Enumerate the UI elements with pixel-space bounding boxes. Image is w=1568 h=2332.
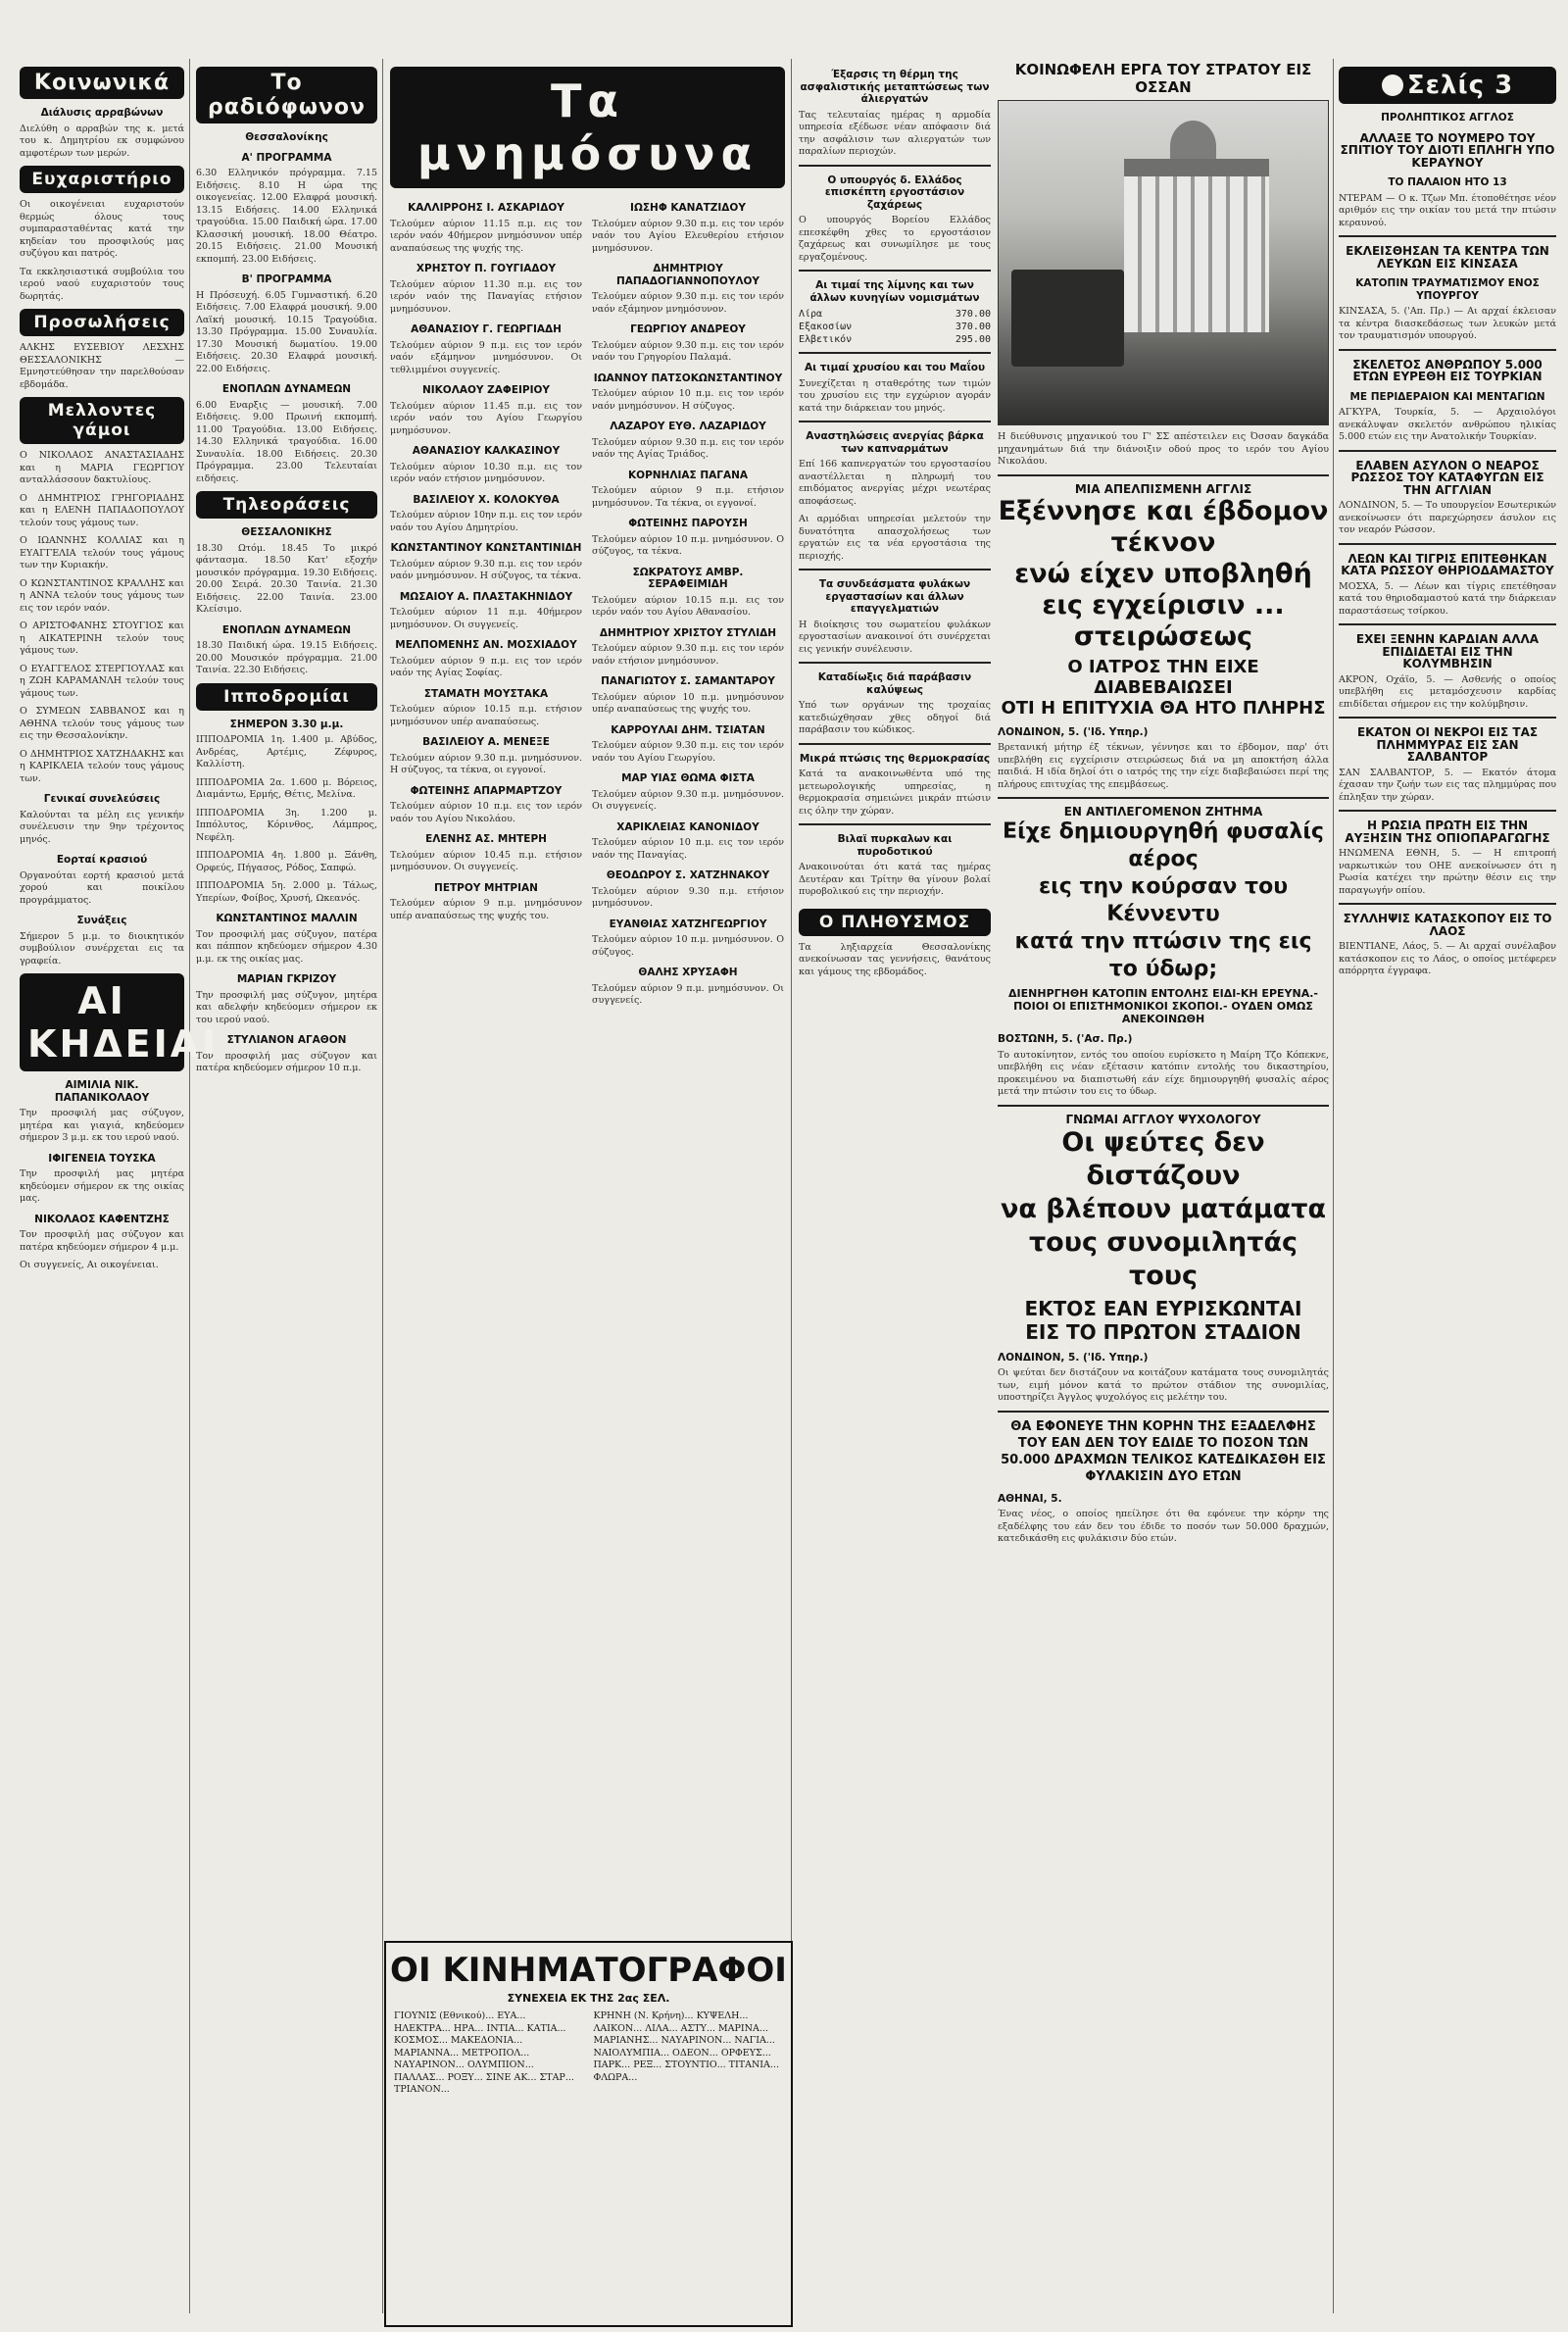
body-text: Σήμερον 5 μ.μ. το διοικητικόν συμβούλιον συνέρχεται εις τα γραφεία. — [20, 930, 184, 967]
tv-forces-subhead: ΕΝΟΠΛΩΝ ΔΥΝΑΜΕΩΝ — [221, 623, 352, 636]
story-subheadline: ΔΙΕΝΗΡΓΗΘΗ ΚΑΤΟΠΙΝ ΕΝΤΟΛΗΣ ΕΙΔΙ-ΚΗ ΕΡΕΥΝΑ.- ΠΟΙΟΙ ΟΙ ΕΠΙΣΤΗΜΟΝΙΚΟΙ ΣΚΟΠΟΙ.- ΟΥΔΕΝ ΟΜΩΣ ΑΝΕΚΟΙΝΩΘΗ — [1008, 987, 1318, 1025]
memorial-text: Τελούμεν αύριον 9.30 π.μ. μνημόσυνον. Οι συγγενείς. — [592, 788, 784, 812]
body-text: Οι συγγενείς, Αι οικογένειαι. — [20, 1260, 159, 1270]
story-text: Βρετανική μήτηρ έξ τέκνων, γέννησε και το έβδομον, παρ' ότι υπεβλήθη εις εγχείρισιν στειρώσεως διά να μη αποκτήση άλλα παιδιά. Η ιδία δηλοί ότι ο ιατρός της την είχε διαβεβαιώσει περί της πλήρους επιτυχίας της επεμβάσεως. — [998, 742, 1329, 790]
body-text: Τον προσφιλή μας σύζυγον, πατέρα και πάππον κηδεύομεν σήμερον 4.30 μ.μ. εκ της οικίας μας. — [196, 928, 377, 965]
memorial-text: Τελούμεν αύριον 10.15 π.μ. ετήσιον μνημόσυνον υπέρ αναπαύσεως. — [390, 704, 582, 727]
news-text: ΛΟΝΔΙΝΟΝ, 5. — Το υπουργείον Εσωτερικών ανεκοίνωσεν ότι παρεχώρησεν άσυλον εις τον νεαρόν Ρώσσον. — [1339, 500, 1556, 535]
news-text: ΒΙΕΝΤΙΑΝΕ, Λάος, 5. — Αι αρχαί συνέλαβον κατάσκοπον εις το Λάος, ο οποίος μετέφερεν απόρρητα έγγραφα. — [1339, 941, 1556, 976]
body-text: Οι οικογένειαι ευχαριστούν θερμώς όλους τους συμπαρασταθέντας κατά την κηδείαν του προσφιλούς μας συζύγου και πατρός. — [20, 199, 184, 259]
memorial-text: Τελούμεν αύριον 10ην π.μ. εις τον ιερόν ναόν του Αγίου Δημητρίου. — [390, 510, 582, 533]
memorial-name: ΠΕΤΡΟΥ ΜΗΤΡΙΑΝ — [434, 881, 538, 894]
story-headline: ΘΑ ΕΦΟΝΕΥΕ ΤΗΝ ΚΟΡΗΝ ΤΗΣ ΕΞΑΔΕΛΦΗΣ ΤΟΥ ΕΑΝ ΔΕΝ ΤΟΥ ΕΔΙΔΕ ΤΟ ΠΟΣΟΝ ΤΩΝ 50.000 ΔΡΑΧΜΩΝ ΤΕΛΙΚΟΣ ΚΑΤΕΔΙΚΑΣΘΗ ΕΙΣ ΦΥΛΑΚΙΣΙΝ ΔΥΟ ΕΤΩΝ — [1001, 1418, 1326, 1484]
news-headline: Έξαρσις τη θέρμη της ασφαλιστικής μεταπτώσεως των άλιεργατών — [800, 69, 990, 105]
body-text: Ο ΚΩΝΣΤΑΝΤΙΝΟΣ ΚΡΑΛΛΗΣ και η ΑΝΝΑ τελούν τους γάμους των εις τον ιερόν ναόν. — [20, 577, 184, 614]
memorial-name: ΔΗΜΗΤΡΙΟΥ ΠΑΠΑΔΟΓΙΑΝΝΟΠΟΥΛΟΥ — [615, 263, 760, 287]
body-text: Την προσφιλή μας μητέρα κηδεύομεν σήμερον εκ της οικίας μας. — [20, 1168, 184, 1204]
news-text: Ανακοινούται ότι κατά τας ημέρας Δευτέραν και Τρίτην θα γίνουν βολαί πυροβολικού εις την περιοχήν. — [799, 862, 991, 897]
body-text: Την προσφιλή μας σύζυγον, μητέρα και γιαγιά, κηδεύομεν σήμερον 3 μ.μ. εκ του ιερού ναού. — [20, 1108, 184, 1143]
memorial-text: Τελούμεν αύριον 11.30 π.μ. εις τον ιερόν ναόν της Παναγίας ετήσιον μνημόσυνον. — [390, 278, 582, 315]
memorial-name: ΒΑΣΙΛΕΙΟΥ Χ. ΚΟΛΟΚΥΘΑ — [413, 493, 560, 506]
column-foreign-news — [1339, 61, 1556, 984]
memorial-name: ΧΑΡΙΚΛΕΙΑΣ ΚΑΝΟΝΙΔΟΥ — [616, 820, 760, 833]
memorial-name: ΚΟΡΝΗΛΙΑΣ ΠΑΓΑΝΑ — [628, 469, 748, 481]
section-rule — [1339, 810, 1556, 812]
body-text: Τον προσφιλή μας σύζυγον και πατέρα κηδεύομεν σήμερον 4 μ.μ. — [20, 1229, 184, 1253]
memorial-text: Τελούμεν αύριον 11.15 π.μ. εις τον ιερόν ναόν 40ήμερον μνημόσυνον υπέρ αναπαύσεως της ψυχής της. — [390, 218, 582, 254]
army-works-photo — [998, 100, 1329, 425]
section-rule — [799, 352, 991, 354]
news-text: ΚΙΝΣΑΣΑ, 5. ('Απ. Πρ.) — Αι αρχαί έκλεισαν τα κέντρα διασκεδάσεως των λευκών μετά τον τραυματισμόν υπουργού. — [1339, 306, 1557, 341]
deceased-name: ΚΩΝΣΤΑΝΤΙΝΟΣ ΜΑΛΛΙΝ — [216, 913, 358, 924]
column-divider — [382, 59, 383, 2313]
race-text: ΙΠΠΟΔΡΟΜΙΑ 3η. 1.200 μ. Ιππόλυτος, Κόρινθος, Λάμπρος, Νεφέλη. — [196, 807, 377, 843]
section-rule — [799, 421, 991, 422]
deceased-name: ΑΙΜΙΛΙΑ ΝΙΚ. ΠΑΠΑΝΙΚΟΛΑΟΥ — [54, 1079, 150, 1104]
dateline: ΛΟΝΔΙΝΟΝ, 5. ('Ιδ. Υπηρ.) — [998, 725, 1149, 738]
memorial-text: Τελούμεν αύριον 10 π.μ. εις τον ιερόν ναόν του Αγίου Νικολάου. — [390, 801, 582, 824]
body-text: Ο ΣΥΜΕΩΝ ΣΑΒΒΑΝΟΣ και η ΑΘΗΝΑ τελούν τους γάμους των εις την Θεσσαλονίκην. — [20, 706, 184, 741]
tv-subhead: ΘΕΣΣΑΛΟΝΙΚΗΣ — [241, 526, 332, 538]
body-text: Οργανούται εορτή κρασιού μετά χορού και ποικίλου προγράμματος. — [20, 869, 184, 906]
story-headline: εις εγχείρισιν ... στειρώσεως — [1042, 589, 1285, 652]
news-headline: Μικρά πτώσις της θερμοκρασίας — [799, 752, 991, 765]
memorial-text: Τελούμεν αύριον 10 π.μ. εις τον ιερόν ναόν της Παναγίας. — [592, 837, 784, 861]
column-divider — [1333, 59, 1334, 2313]
news-text: Συνεχίζεται η σταθερότης των τιμών του χρυσίου εις την εγχώριον αγοράν κατά την διάρκειαν του μηνός. — [799, 377, 991, 414]
news-headline: Η ΡΩΣΙΑ ΠΡΩΤΗ ΕΙΣ ΤΗΝ ΑΥΞΗΣΙΝ ΤΗΣ ΟΠΙΟΠΑΡΑΓΩΓΗΣ — [1345, 819, 1550, 845]
news-text: Ο υπουργός Βορείου Ελλάδος επεσκέφθη χθες το εργοστάσιον ζαχάρεως και συνωμίλησε με τους εργαζομένους. — [799, 215, 991, 263]
social-banner: Κοινωνικά — [20, 67, 184, 99]
news-text: Τα ληξιαρχεία Θεσσαλονίκης ανεκοίνωσαν τας γεννήσεις, θανάτους και γάμους της εβδομάδος. — [799, 941, 991, 977]
gatherings-heading: Συνάξεις — [76, 915, 127, 926]
section-rule — [1339, 235, 1556, 237]
news-headline: Τα συνδεάσματα φυλάκων εργαστασίων και άλλων επαγγελματιών — [818, 578, 971, 615]
population-banner: Ο ΠΛΗΘΥΣΜΟΣ — [799, 909, 991, 936]
news-headline: Ο υπουργός δ. Ελλάδος επισκέπτη εργοστάσιον ζαχάρεως — [824, 174, 965, 211]
deceased-name: ΣΤΥΛΙΑΝΟΝ ΑΓΑΘΟΝ — [226, 1034, 347, 1046]
body-text: Τον προσφιλή μας σύζυγον και πατέρα κηδεύομεν σήμερον 10 π.μ. — [196, 1050, 377, 1073]
body-text: Ο ΑΡΙΣΤΟΦΑΝΗΣ ΣΤΟΥΓΙΟΣ και η ΑΙΚΑΤΕΡΙΝΗ τελούν τους γάμους των. — [20, 620, 184, 656]
body-text: Ο ΝΙΚΟΛΑΟΣ ΑΝΑΣΤΑΣΙΑΔΗΣ και η ΜΑΡΙΑ ΓΕΩΡΓΙΟΥ ανταλλάσσουν δακτυλίους. — [20, 450, 184, 485]
story-headline: Είχε δημιουργηθή φυσαλίς αέρος — [1003, 819, 1324, 871]
memorial-name: ΣΤΑΜΑΤΗ ΜΟΥΣΤΑΚΑ — [423, 687, 549, 700]
radio-schedule: 6.30 Ελληνικόν πρόγραμμα. 7.15 Ειδήσεις. 8.10 Η ώρα της οικογενείας. 12.00 Ελαφρά μουσική. 13.15 Ειδήσεις. 14.00 Ελληνικά τραγούδια. 15.00 Παιδική ώρα. 17.00 Κλασσική μουσική. 18.00 Θέατρο. 20.15 Ειδήσεις. 21.00 Μουσική εκπομπή. 23.00 Ειδήσεις. — [196, 168, 377, 265]
story-subheadline: ΕΚΤΟΣ ΕΑΝ ΕΥΡΙΣΚΩΝΤΑΙ — [1024, 1296, 1302, 1320]
news-headline: Βιλαϊ πυρκαλων και πυροδοτικού — [837, 833, 953, 858]
section-rule — [998, 474, 1329, 476]
story-subheadline: ΟΤΙ Η ΕΠΙΤΥΧΙΑ ΘΑ ΗΤΟ ΠΛΗΡΗΣ — [1001, 697, 1326, 719]
memorial-name: ΜΩΣΑΙΟΥ Α. ΠΛΑΣΤΑΚΗΝΙΔΟΥ — [399, 590, 573, 603]
news-text: ΜΟΣΧΑ, 5. — Λέων και τίγρις επετέθησαν κατά του θηριοδαμαστού κατά την διάρκειαν παραστάσεως τσίρκου. — [1339, 580, 1556, 617]
section-rule — [998, 1411, 1329, 1413]
memorial-name: ΕΛΕΝΗΣ ΑΣ. ΜΗΤΕΡΗ — [425, 833, 547, 845]
section-rule — [1339, 349, 1556, 351]
memorial-name: ΘΕΟΔΩΡΟΥ Σ. ΧΑΤΖΗΝΑΚΟΥ — [606, 869, 770, 881]
memorial-text: Τελούμεν αύριον 10.45 π.μ. ετήσιον μνημόσυνον. Οι συγγενείς. — [390, 849, 582, 872]
news-text: Επί 166 καπνεργατών του εργοστασίου αναστέλλεται η πληρωμή του επιδόματος ανεργίας μέχρι νεωτέρας αποφάσεως. — [799, 459, 991, 507]
memorial-name: ΔΗΜΗΤΡΙΟΥ ΧΡΙΣΤΟΥ ΣΤΥΛΙΔΗ — [599, 626, 777, 639]
race-text: ΙΠΠΟΔΡΟΜΙΑ 5η. 2.000 μ. Τάλως, Υπερίων, Φοίβος, Χρυσή, Ωκεανός. — [196, 880, 377, 904]
section-rule — [998, 797, 1329, 799]
price-row: Εξακοσίων 370.00 — [799, 322, 991, 332]
general-meetings-heading: Γενικαί συνελεύσεις — [43, 793, 161, 805]
news-headline: ΣΥΛΛΗΨΙΣ ΚΑΤΑΣΚΟΠΟΥ ΕΙΣ ΤΟ ΛΑΟΣ — [1343, 912, 1552, 938]
radio-banner: Το ραδιόφωνον — [196, 67, 377, 124]
dateline: ΒΟΣΤΩΝΗ, 5. ('Ασ. Πρ.) — [998, 1033, 1133, 1045]
thanks-banner: Ευχαριστήριο — [20, 166, 184, 193]
body-text: Την προσφιλή μας σύζυγον, μητέρα και αδελφήν κηδεύομεν σήμερον εκ του ιερού ναού. — [196, 989, 377, 1025]
memorials-subcolumn-left — [390, 194, 582, 1014]
section-rule — [1339, 903, 1556, 905]
story-headline: εις την κούρσαν του Κέννεντυ — [1038, 874, 1289, 926]
body-text: Καλούνται τα μέλη εις γενικήν συνέλευσιν την 9ην τρέχοντος μηνός. — [20, 809, 184, 845]
section-rule — [998, 1105, 1329, 1107]
body-text: ΑΛΚΗΣ ΕΥΣΕΒΙΟΥ ΛΕΣΧΗΣ ΘΕΣΣΑΛΟΝΙΚΗΣ — Εμνηστεύθησαν την παρελθούσαν εβδομάδα. — [20, 342, 184, 390]
memorial-name: ΠΑΝΑΓΙΩΤΟΥ Σ. ΣΑΜΑΝΤΑΡΟΥ — [601, 675, 775, 687]
memorial-name: ΦΩΤΕΙΝΗΣ ΑΠΑΡΜΑΡΤΖΟΥ — [410, 784, 563, 797]
photo-text: Η διεύθυνσις μηχανικού του Γ' ΣΣ απέστειλεν εις Όσσαν δαγκάδα μηχανημάτων διά την διάνοιξιν οδού προς το ιερόν του Αγίου Νικολάου. — [998, 431, 1329, 467]
memorial-text: Τελούμεν αύριον 10 π.μ. μνημόσυνον. Ο σύζυγος. — [592, 934, 784, 958]
story-subheadline: ΕΙΣ ΤΟ ΠΡΩΤΟΝ ΣΤΑΔΙΟΝ — [1025, 1319, 1301, 1344]
news-headline: ΑΛΛΑΞΕ ΤΟ ΝΟΥΜΕΡΟ ΤΟΥ ΣΠΙΤΙΟΥ ΤΟΥ ΔΙΟΤΙ ΕΠΛΗΓΗ ΥΠΟ ΚΕΡΑΥΝΟΥ — [1340, 130, 1555, 170]
news-text: Κατά τα ανακοινωθέντα υπό της μετεωρολογικής υπηρεσίας, η θερμοκρασία σημειώνει μικράν πτώσιν εις όλην την χώραν. — [799, 769, 991, 817]
body-text: Ο ΔΗΜΗΤΡΙΟΣ ΧΑΤΖΗΔΑΚΗΣ και η ΚΑΡΙΚΛΕΙΑ τελούν τους γάμους των. — [20, 748, 184, 784]
news-headline: Αι τιμαί της λίμνης και των άλλων κυνηγίων νομισμάτων — [809, 279, 980, 304]
story-text: Ένας νέος, ο οποίος ηπείλησε ότι θα εφόνευε την κόρην της εξαδέλφης του εάν δεν του έδιδε το ποσόν των 50.000 δραχμών, κατεδικάσθη εις φυλάκισιν δύο ετών. — [998, 1509, 1329, 1544]
column-social — [20, 61, 220, 1278]
story-headline: κατά την πτώσιν της εις το ύδωρ; — [1014, 929, 1312, 981]
memorial-text: Τελούμεν αύριον 10.30 π.μ. εις τον ιερόν ναόν ετήσιον μνημόσυνον. — [390, 461, 582, 484]
memorial-name: ΝΙΚΟΛΑΟΥ ΖΑΦΕΙΡΙΟΥ — [421, 384, 551, 396]
race-text: ΙΠΠΟΔΡΟΜΙΑ 4η. 1.800 μ. Ξάνθη, Ορφεύς, Πήγασος, Ρόδος, Σαπφώ. — [196, 850, 377, 873]
price-row: Λίρα 370.00 — [799, 309, 991, 320]
news-text: ΣΑΝ ΣΑΛΒΑΝΤΟΡ, 5. — Εκατόν άτομα έχασαν την ζωήν των εις τας πλημμύρας που έπληξαν την χώραν. — [1339, 767, 1556, 803]
memorials-banner: Τα μνημόσυνα — [390, 67, 785, 188]
body-text: Διελύθη ο αρραβών της κ. μετά του κ. Δημητρίου εκ συμφώνου αμφοτέρων των μερών. — [20, 123, 184, 159]
tv-schedule: 18.30 Παιδική ώρα. 19.15 Ειδήσεις. 20.00 Μουσικόν πρόγραμμα. 21.00 Ταινία. 22.30 Ειδήσεις. — [196, 640, 377, 675]
column-local-news — [799, 61, 991, 984]
memorials-subcolumn-right — [592, 194, 784, 1014]
memorial-name: ΦΩΤΕΙΝΗΣ ΠΑΡΟΥΣΗ — [628, 518, 748, 529]
photo-caption: ΚΟΙΝΩΦΕΛΗ ΕΡΓΑ ΤΟΥ ΣΤΡΑΤΟΥ ΕΙΣ ΟΣΣΑΝ — [1014, 61, 1312, 96]
memorial-name: ΙΩΣΗΦ ΚΑΝΑΤΖΙΔΟΥ — [630, 202, 746, 214]
deceased-name: ΙΦΙΓΕΝΕΙΑ ΤΟΥΣΚΑ — [48, 1152, 156, 1165]
wine-feast-heading: Εορταί κρασιού — [56, 854, 148, 866]
engagements-banner: Προσωλήσεις — [20, 309, 184, 336]
news-headline: ΕΧΕΙ ΞΕΝΗΝ ΚΑΡΔΙΑΝ ΑΛΛΑ ΕΠΙΔΙΔΕΤΑΙ ΕΙΣ ΤΗΝ ΚΟΛΥΜΒΗΣΙΝ — [1355, 632, 1540, 670]
price-row: Ελβετικόν 295.00 — [799, 334, 991, 345]
news-headline: ΕΛΑΒΕΝ ΑΣΥΛΟΝ Ο ΝΕΑΡΟΣ ΡΩΣΣΟΣ ΤΟΥ ΚΑΤΑΦΥΓΩΝ ΕΙΣ ΤΗΝ ΑΓΓΛΙΑΝ — [1350, 458, 1544, 497]
memorial-text: Τελούμεν αύριον 9.30 π.μ. εις τον ιερόν ναόν εξάμηνον μνημόσυνον. — [592, 291, 784, 315]
body-text: Ο ΔΗΜΗΤΡΙΟΣ ΓΡΗΓΟΡΙΑΔΗΣ και η ΕΛΕΝΗ ΠΑΠΑΔΟΠΟΥΛΟΥ τελούν τους γάμους των. — [20, 492, 184, 528]
section-rule — [1339, 717, 1556, 719]
news-text: Υπό των οργάνων της τροχαίας κατεδιώχθησαν χθες οδηγοί διά παράβασιν του κώδικος. — [799, 700, 991, 735]
story-text: Το αυτοκίνητον, εντός του οποίου ευρίσκετο η Μαίρη Τζο Κόπεκνε, υπεβλήθη εις νέαν εξέτασιν κατόπιν εντολής του δικαστηρίου, προκειμένου να διαπιστωθή εάν είχε δημιουργηθή φυσαλίς αέρος μετά την πτώσιν του εις το ύδωρ. — [998, 1049, 1329, 1097]
masthead-icon — [1382, 74, 1403, 96]
section-rule — [799, 270, 991, 272]
cinemas-list-left: ΓΙΟΥΝΙΣ (Εθνικού)... ΕΥΑ... ΗΛΕΚΤΡΑ... ΗΡΑ... ΙΝΤΙΑ... ΚΑΤΙΑ... ΚΟΣΜΟΣ... ΜΑΚΕΔΟΝΙΑ... ΜΑΡΙΑΝΝΑ... ΜΕΤΡΟΠΟΛ... ΝΑΥΑΡΙΝΟΝ... ΟΛΥΜΠΙΟΝ... ΠΑΛΛΑΣ... ΡΟΞΥ... ΣΙΝΕ ΑΚ... ΣΤΑΡ... ΤΡΙΑΝΟΝ... — [394, 2010, 574, 2095]
memorial-text: Τελούμεν αύριον 11.45 π.μ. εις τον ιερόν ναόν του Αγίου Γεωργίου μνημόσυνον. — [390, 400, 582, 436]
memorial-name: ΒΑΣΙΛΕΙΟΥ Α. ΜΕΝΕΞΕ — [422, 736, 550, 748]
news-headline: Αναστηλώσεις ανεργίας βάρκα των καπναρμάτων — [806, 430, 984, 455]
cinemas-list-right: ΚΡΗΝΗ (Ν. Κρήνη)... ΚΥΨΕΛΗ... ΛΑΙΚΟΝ... ΛΙΛΑ... ΑΣΤΥ... ΜΑΡΙΝΑ... ΜΑΡΙΑΝΗΣ... ΝΑΥΑΡΙΝΟΝ... ΝΑΓΙΑ... ΝΑΙΟΛΥΜΠΙΑ... ΟΔΕΟΝ... ΟΡΦΕΥΣ... ΠΑΡΚ... ΡΕΞ... ΣΤΟΥΝΤΙΟ... ΤΙΤΑΝΙΑ... ΦΛΩΡΑ... — [593, 2010, 779, 2083]
race-text: ΙΠΠΟΔΡΟΜΙΑ 2α. 1.600 μ. Βόρειος, Διαμάντω, Ερμής, Θέτις, Μελίνα. — [196, 776, 377, 800]
radio-schedule: Η Πρόσευχή. 6.05 Γυμναστική. 6.20 Ειδήσεις. 7.00 Ελαφρά μουσική. 9.00 Λαϊκή μουσική. 10.15 Τραγούδια. 13.30 Πρόγραμμα. 15.00 Συναυλία. 17.30 Μουσική δωματίου. 19.00 Ειδήσεις. 20.30 Ελαφρά μουσική. 22.00 Ειδήσεις. — [196, 289, 377, 374]
memorial-text: Τελούμεν αύριον 9.30 π.μ. εις τον ιερόν ναόν του Αγίου Ελευθερίου ετήσιον μνημόσυνον. — [592, 218, 784, 254]
program-a-heading: Α' ΠΡΟΓΡΑΜΜΑ — [241, 151, 332, 164]
memorial-name: ΑΘΑΝΑΣΙΟΥ Γ. ΓΕΩΡΓΙΑΔΗ — [411, 323, 562, 335]
memorial-name: ΣΩΚΡΑΤΟΥΣ ΑΜΒΡ. ΣΕΡΑΦΕΙΜΙΔΗ — [632, 566, 744, 590]
tv-banner: Τηλεοράσεις — [196, 491, 377, 519]
body-text: Ο ΕΥΑΓΓΕΛΟΣ ΣΤΕΡΓΙΟΥΛΑΣ και η ΖΩΗ ΚΑΡΑΜΑΝΛΗ τελούν τους γάμους των. — [20, 663, 184, 699]
memorial-text: Τελούμεν αύριον 9.30 π.μ. εις τον ιερόν ναόν του Γρηγορίου Παλαμά. — [592, 339, 784, 363]
memorial-text: Τελούμεν αύριον 9 π.μ. μνημόσυνον. Οι συγγενείς. — [592, 982, 784, 1006]
section-subhead: ΠΡΟΛΗΠΤΙΚΟΣ ΑΓΓΛΟΣ — [1381, 112, 1514, 124]
news-subheadline: ΤΟ ΠΑΛΑΙΟΝ ΗΤΟ 13 — [1388, 176, 1507, 188]
section-rule — [799, 662, 991, 664]
memorial-text: Τελούμεν αύριον 10 π.μ. μνημόσυνον. Ο σύζυγος, τα τέκνα. — [592, 533, 784, 557]
cinemas-title: ΟΙ ΚΙΝΗΜΑΤΟΓΡΑΦΟΙ — [390, 1951, 787, 1990]
memorial-text: Τελούμεν αύριον 9 π.μ. εις τον ιερόν ναόν της Αγίας Σοφίας. — [390, 655, 582, 678]
memorial-text: Τελούμεν αύριον 9 π.μ. ετήσιον μνημόσυνον. Τα τέκνα, οι εγγονοί. — [592, 485, 784, 509]
tv-schedule: 18.30 Ωτόμ. 18.45 Το μικρό φάντασμα. 18.50 Κατ' εξοχήν μουσικόν πρόγραμμα. 19.30 Ειδήσεις. 20.00 Σειρά. 20.30 Ταινία. 21.30 Ειδήσεις. 22.00 Ταινία. 23.00 Κλείσιμο. — [196, 542, 377, 615]
program-b-heading: Β' ΠΡΟΓΡΑΜΜΑ — [241, 273, 332, 285]
church-building-shape — [1124, 159, 1269, 331]
memorial-name: ΜΑΡ ΥΙΑΣ ΘΩΜΑ ΦΙΣΤΑ — [621, 772, 755, 784]
column-radio-tv — [196, 61, 377, 1081]
memorial-text: Τελούμεν αύριον 9.30 π.μ. εις τον ιερόν ναόν του Αγίου Γεωργίου. — [592, 740, 784, 764]
page-number-banner — [1339, 67, 1556, 104]
race-day: ΣΗΜΕΡΟΝ 3.30 μ.μ. — [229, 718, 344, 730]
dateline: ΑΘΗΝΑΙ, 5. — [998, 1492, 1062, 1505]
news-text: ΑΚΡΟΝ, Οχάϊο, 5. — Ασθενής ο οποίος υπεβλήθη εις μεταμόσχευσιν καρδίας επιδίδεται σήμερον εις την κολύμβησιν. — [1339, 673, 1556, 710]
memorial-name: ΚΑΛΛΙΡΡΟΗΣ Ι. ΑΣΚΑΡΙΔΟΥ — [408, 202, 564, 214]
radio-schedule: 6.00 Εναρξις — μουσική. 7.00 Ειδήσεις. 9.00 Πρωινή εκπομπή. 11.00 Τραγούδια. 13.00 Ειδήσεις. 14.30 Ελληνικά τραγούδια. 16.00 Συναυλία. 18.00 Ειδήσεις. 20.30 Πρόγραμμα. 23.00 Τελευταίαι ειδήσεις. — [196, 399, 377, 484]
memorial-name: ΚΩΝΣΤΑΝΤΙΝΟΥ ΚΩΝΣΤΑΝΤΙΝΙΔΗ — [390, 542, 582, 554]
news-subheadline: ΚΑΤΟΠΙΝ ΤΡΑΥΜΑΤΙΣΜΟΥ ΕΝΟΣ ΥΠΟΥΡΓΟΥ — [1355, 277, 1540, 302]
story-headline: Εξέννησε και έβδομον τέκνον — [998, 495, 1329, 558]
price-list — [799, 308, 991, 346]
memorial-text: Τελούμεν αύριον 10 π.μ. μνημόσυνον υπέρ αναπαύσεως της ψυχής του. — [592, 691, 784, 715]
memorial-text: Τελούμεν αύριον 9.30 π.μ. εις τον ιερόν ναόν μνημόσυνον. Η σύζυγος, τα τέκνα. — [390, 558, 582, 581]
section-rule — [799, 823, 991, 825]
memorial-name: ΜΕΛΠΟΜΕΝΗΣ ΑΝ. ΜΟΣΧΙΑΔΟΥ — [395, 639, 577, 651]
memorial-text: Τελούμεν αύριον 9.30 π.μ. εις τον ιερόν ναόν της Αγίας Τριάδος. — [592, 436, 784, 460]
deceased-name: ΝΙΚΟΛΑΟΣ ΚΑΦΕΝΤΖΗΣ — [34, 1213, 170, 1225]
news-text: ΝΤΕΡΑΜ — Ο κ. Τζων Μπ. έτοποθέτησε νέον αριθμόν εις την οικίαν του μετά την πτώσιν κεραυνού. — [1339, 192, 1556, 228]
memorial-name: ΕΥΑΝΘΙΑΣ ΧΑΤΖΗΓΕΩΡΓΙΟΥ — [609, 918, 767, 930]
news-text: Αι αρμόδιαι υπηρεσίαι μελετούν την δυνατότητα απασχολήσεως των εργατών εις τα νέα εργοστάσια της περιοχής. — [799, 514, 991, 562]
dateline: ΛΟΝΔΙΝΟΝ, 5. ('Ιδ. Υπηρ.) — [998, 1351, 1149, 1364]
horse-racing-banner: Ιπποδρομίαι — [196, 683, 377, 711]
column-main-stories — [998, 61, 1329, 1552]
forces-heading: ΕΝΟΠΛΩΝ ΔΥΝΑΜΕΩΝ — [221, 383, 352, 395]
cinemas-box — [384, 1941, 793, 2327]
section-rule — [799, 743, 991, 745]
memorial-text: Τελούμεν αύριον 9.30 π.μ. μνημόσυνον. Η σύζυγος, τα τέκνα, οι εγγονοί. — [390, 752, 582, 775]
cinemas-subtitle: ΣΥΝΕΧΕΙΑ ΕΚ ΤΗΣ 2ας ΣΕΛ. — [507, 1992, 670, 2005]
memorial-name: ΛΑΖΑΡΟΥ ΕΥΘ. ΛΑΖΑΡΙΔΟΥ — [610, 421, 766, 432]
news-headline: Αι τιμαί χρυσίου και του Μαΐου — [804, 362, 986, 373]
news-text: ΑΓΚΥΡΑ, Τουρκία, 5. — Αρχαιολόγοι ανεκάλυψαν σκελετόν ανθρώπου ηλικίας 5.000 ετών εις την Ανατολικήν Τουρκίαν. — [1339, 407, 1556, 442]
memorial-name: ΙΩΑΝΝΟΥ ΠΑΤΣΟΚΩΝΣΤΑΝΤΙΝΟΥ — [593, 372, 783, 384]
news-headline: ΕΚΛΕΙΣΘΗΣΑΝ ΤΑ ΚΕΝΤΡΑ ΤΩΝ ΛΕΥΚΩΝ ΕΙΣ ΚΙΝΣΑΣΑ — [1346, 244, 1549, 271]
race-text: ΙΠΠΟΔΡΟΜΙΑ 1η. 1.400 μ. Αβύδος, Ανδρέας, Αρτέμις, Ζέφυρος, Καλλίστη. — [196, 734, 377, 769]
memorial-name: ΓΕΩΡΓΙΟΥ ΑΝΔΡΕΟΥ — [630, 323, 746, 335]
story-headline: Οι ψεύτες δεν διστάζουν — [1061, 1126, 1265, 1191]
funerals-banner: ΑΙ ΚΗΔΕΙΑΙ — [20, 973, 184, 1071]
future-weddings-banner: Μελλοντες γάμοι — [20, 397, 184, 444]
body-text: Τα εκκλησιαστικά συμβούλια του ιερού ναού ευχαριστούν τους δωρητάς. — [20, 266, 184, 302]
memorial-text: Τελούμεν αύριον 9 π.μ. μνημόσυνον υπέρ αναπαύσεως της ψυχής του. — [390, 898, 582, 921]
section-rule — [799, 569, 991, 571]
memorial-text: Τελούμεν αύριον 9.30 π.μ. ετήσιον μνημόσυνον. — [592, 885, 784, 909]
memorial-text: Τελούμεν αύριον 9 π.μ. εις τον ιερόν ναόν εξάμηνον μνημόσυνον. Οι τεθλιμμένοι συγγενείς. — [390, 339, 582, 375]
section-rule — [799, 165, 991, 167]
news-subheadline: ΜΕ ΠΕΡΙΔΕΡΑΙΟΝ ΚΑΙ ΜΕΝΤΑΓΙΩΝ — [1349, 390, 1545, 403]
story-subheadline: Ο ΙΑΤΡΟΣ ΤΗΝ ΕΙΧΕ ΔΙΑΒΕΒΑΙΩΣΕΙ — [1067, 656, 1259, 698]
page-number: Σελίς 3 — [1406, 71, 1514, 100]
section-subhead: Διάλυσις αρραβώνων — [40, 107, 164, 119]
section-rule — [1339, 623, 1556, 625]
memorial-text: Τελούμεν αύριον 10.15 π.μ. εις τον ιερόν ναόν του Αγίου Αθανασίου. — [592, 594, 784, 618]
memorial-name: ΚΑΡΡΟΥΛΑΙ ΔΗΜ. ΤΣΙΑΤΑΝ — [611, 723, 765, 736]
story-kicker: ΕΝ ΑΝΤΙΛΕΓΟΜΕΝΟΝ ΖΗΤΗΜΑ — [1063, 805, 1263, 819]
news-headline: ΕΚΑΤΟΝ ΟΙ ΝΕΚΡΟΙ ΕΙΣ ΤΑΣ ΠΛΗΜΜΥΡΑΣ ΕΙΣ ΣΑΝ ΣΑΛΒΑΝΤΟΡ — [1356, 725, 1539, 764]
deceased-name: ΜΑΡΙΑΝ ΓΚΡΙΖΟΥ — [236, 973, 337, 985]
memorial-name: ΑΘΑΝΑΣΙΟΥ ΚΑΛΚΑΣΙΝΟΥ — [412, 445, 561, 457]
news-headline: Καταδίωξις διά παράβασιν καλύψεως — [817, 671, 972, 696]
story-kicker: ΜΙΑ ΑΠΕΛΠΙΣΜΕΝΗ ΑΓΓΛΙΣ — [1074, 481, 1252, 496]
story-headline: τους συνομιλητάς τους — [1028, 1226, 1298, 1291]
memorial-name: ΧΡΗΣΤΟΥ Π. ΓΟΥΓΙΑΔΟΥ — [416, 263, 557, 274]
story-text: Οι ψεύται δεν διστάζουν να κοιτάζουν κατάματα τους συνομιλητάς των, ειμή μόνον κατά το πρώτον στάδιον της συνομιλίας, υποστηρίζει Άγγλος ψυχολόγος εις μελέτην του. — [998, 1367, 1329, 1403]
story-headline: ενώ είχεν υποβληθή — [1014, 558, 1312, 589]
story-headline: να βλέπουν ματάματα — [1000, 1193, 1327, 1224]
news-text: Τας τελευταίας ημέρας η αρμοδία υπηρεσία εξέδωσε νέαν απόφασιν διά την ασφάλισιν των αλιεργατών των παραλίων περιοχών. — [799, 109, 991, 157]
memorial-name: ΘΑΛΗΣ ΧΡΥΣΑΦΗ — [638, 967, 738, 978]
radio-subhead: Θεσσαλονίκης — [245, 131, 328, 143]
story-kicker: ΓΝΩΜΑΙ ΑΓΓΛΟΥ ΨΥΧΟΛΟΓΟΥ — [1065, 1112, 1261, 1126]
truck-shape — [1011, 270, 1123, 367]
news-text: Η διοίκησις του σωματείου φυλάκων εργοστασίων ανακοινοί ότι συνέρχεται εις γενικήν συνέλευσιν. — [799, 619, 991, 655]
column-divider — [189, 59, 190, 2313]
column-memorials — [390, 61, 785, 1014]
news-text: ΗΝΩΜΕΝΑ ΕΘΝΗ, 5. — Η επιτροπή ναρκωτικών του ΟΗΕ ανεκοίνωσεν ότι η Ρωσία κατέχει την πρώτην θέσιν εις την παραγωγήν οπίου. — [1339, 848, 1556, 896]
news-headline: ΣΚΕΛΕΤΟΣ ΑΝΘΡΩΠΟΥ 5.000 ΕΤΩΝ ΕΥΡΕΘΗ ΕΙΣ ΤΟΥΡΚΙΑΝ — [1352, 357, 1543, 383]
section-rule — [1339, 450, 1556, 452]
memorial-text: Τελούμεν αύριον 11 π.μ. 40ήμερον μνημόσυνον. Οι συγγενείς. — [390, 607, 582, 630]
news-headline: ΛΕΩΝ ΚΑΙ ΤΙΓΡΙΣ ΕΠΙΤΕΘΗΚΑΝ ΚΑΤΑ ΡΩΣΣΟΥ ΘΗΡΙΟΔΑΜΑΣΤΟΥ — [1341, 551, 1554, 577]
memorial-text: Τελούμεν αύριον 10 π.μ. εις τον ιερόν ναόν μνημόσυνον. Η σύζυγος. — [592, 388, 784, 412]
memorial-text: Τελούμεν αύριον 9.30 π.μ. εις τον ιερόν ναόν ετήσιον μνημόσυνον. — [592, 643, 784, 667]
body-text: Ο ΙΩΑΝΝΗΣ ΚΟΛΛΙΑΣ και η ΕΥΑΓΓΕΛΙΑ τελούν τους γάμους των την Κυριακήν. — [20, 535, 184, 571]
section-rule — [1339, 543, 1556, 545]
